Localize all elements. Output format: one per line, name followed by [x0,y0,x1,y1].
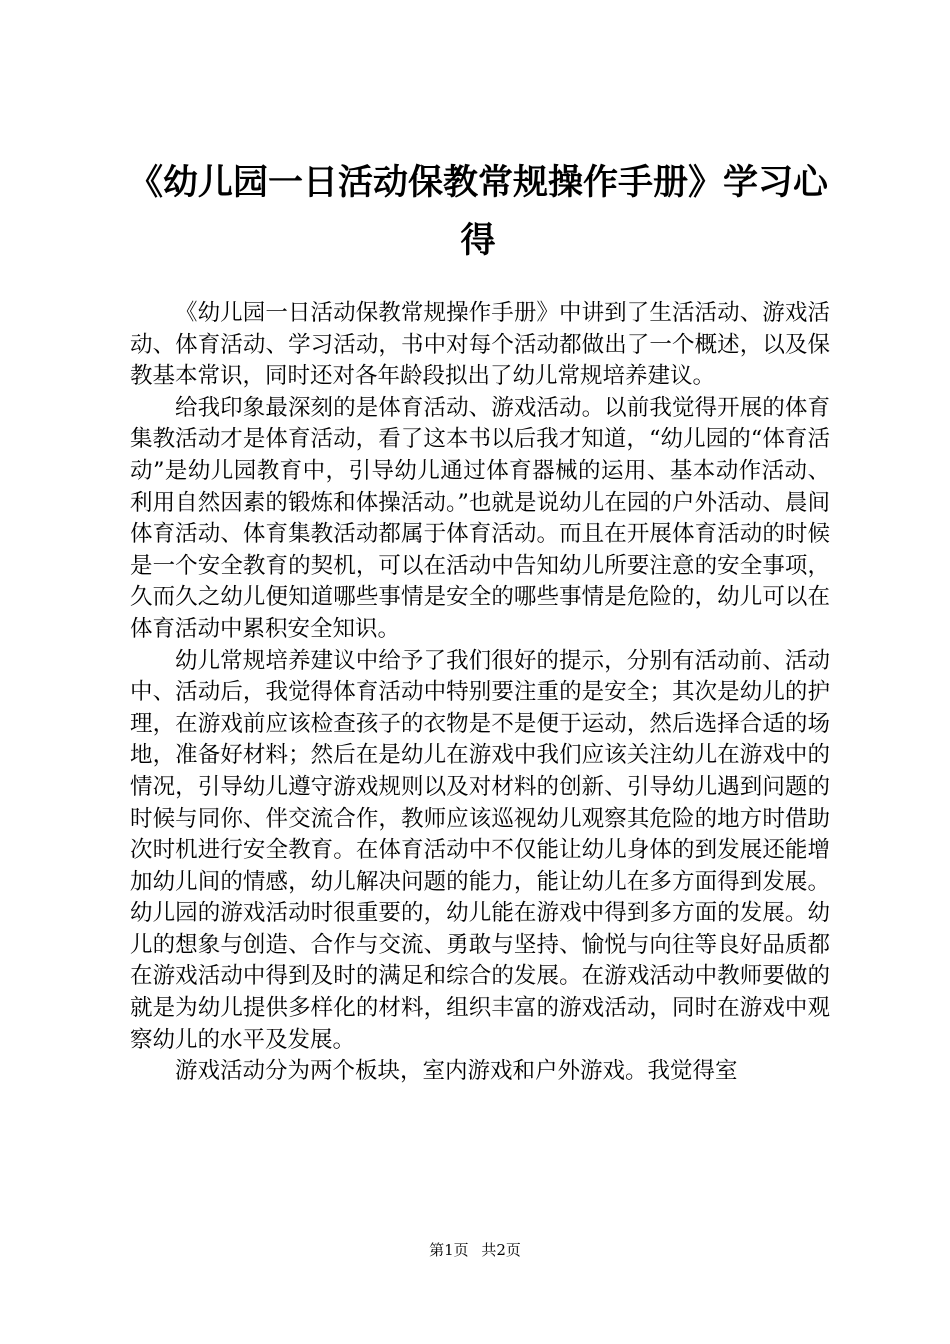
document-title: 《幼儿园一日活动保教常规操作手册》学习心得 [127,162,828,261]
page-footer [0,1240,950,1260]
page-total: 共2页 [481,1241,521,1259]
document-body [130,298,830,1088]
page-number: 第1页 [429,1241,469,1259]
paragraph: 《幼儿园一日活动保教常规操作手册》中讲到了生活活动、游戏活动、体育活动、学习活动，书中对每个活动都做出了一个概述，以及保教基本常识，同时还对各年龄段拟出了幼儿常规培养建议。 [130,300,830,390]
paragraph: 游戏活动分为两个板块，室内游戏和户外游戏。我觉得室 [175,1058,738,1085]
paragraph: 给我印象最深刻的是体育活动、游戏活动。以前我觉得开展的体育集教活动才是体育活动，看了这本书以后我才知道，“幼儿园的“体育活动”是幼儿园教育中，引导幼儿通过体育器械的运用、基本动作活动、利用自然因素的锻炼和体操活动。”也就是说幼儿在园的户外活动、晨间体育活动、体育集教活动都属于体育活动。而且在开展体育活动的时候是一个安全教育的契机，可以在活动中告知幼儿所要注意的安全事项，久而久之幼儿便知道哪些事情是安全的哪些事情是危险的，幼儿可以在体育活动中累积安全知识。 [130,394,830,642]
paragraph: 幼儿常规培养建议中给予了我们很好的提示，分别有活动前、活动中、活动后，我觉得体育活动中特别要注重的是安全；其次是幼儿的护理，在游戏前应该检查孩子的衣物是不是便于运动，然后选择合适的场地，准备好材料；然后在是幼儿在游戏中我们应该关注幼儿在游戏中的情况，引导幼儿遵守游戏规则以及对材料的创新、引导幼儿遇到问题的时候与同你、伴交流合作，教师应该巡视幼儿观察其危险的地方时借助次时机进行安全教育。在体育活动中不仅能让幼儿身体的到发展还能增加幼儿间的情感，幼儿解决问题的能力，能让幼儿在多方面得到发展。幼儿园的游戏活动时很重要的，幼儿能在游戏中得到多方面的发展。幼儿的想象与创造、合作与交流、勇敢与坚持、愉悦与向往等良好品质都在游戏活动中得到及时的满足和综合的发展。在游戏活动中教师要做的就是为幼儿提供多样化的材料，组织丰富的游戏活动，同时在游戏中观察幼儿的水平及发展。 [130,647,830,1053]
